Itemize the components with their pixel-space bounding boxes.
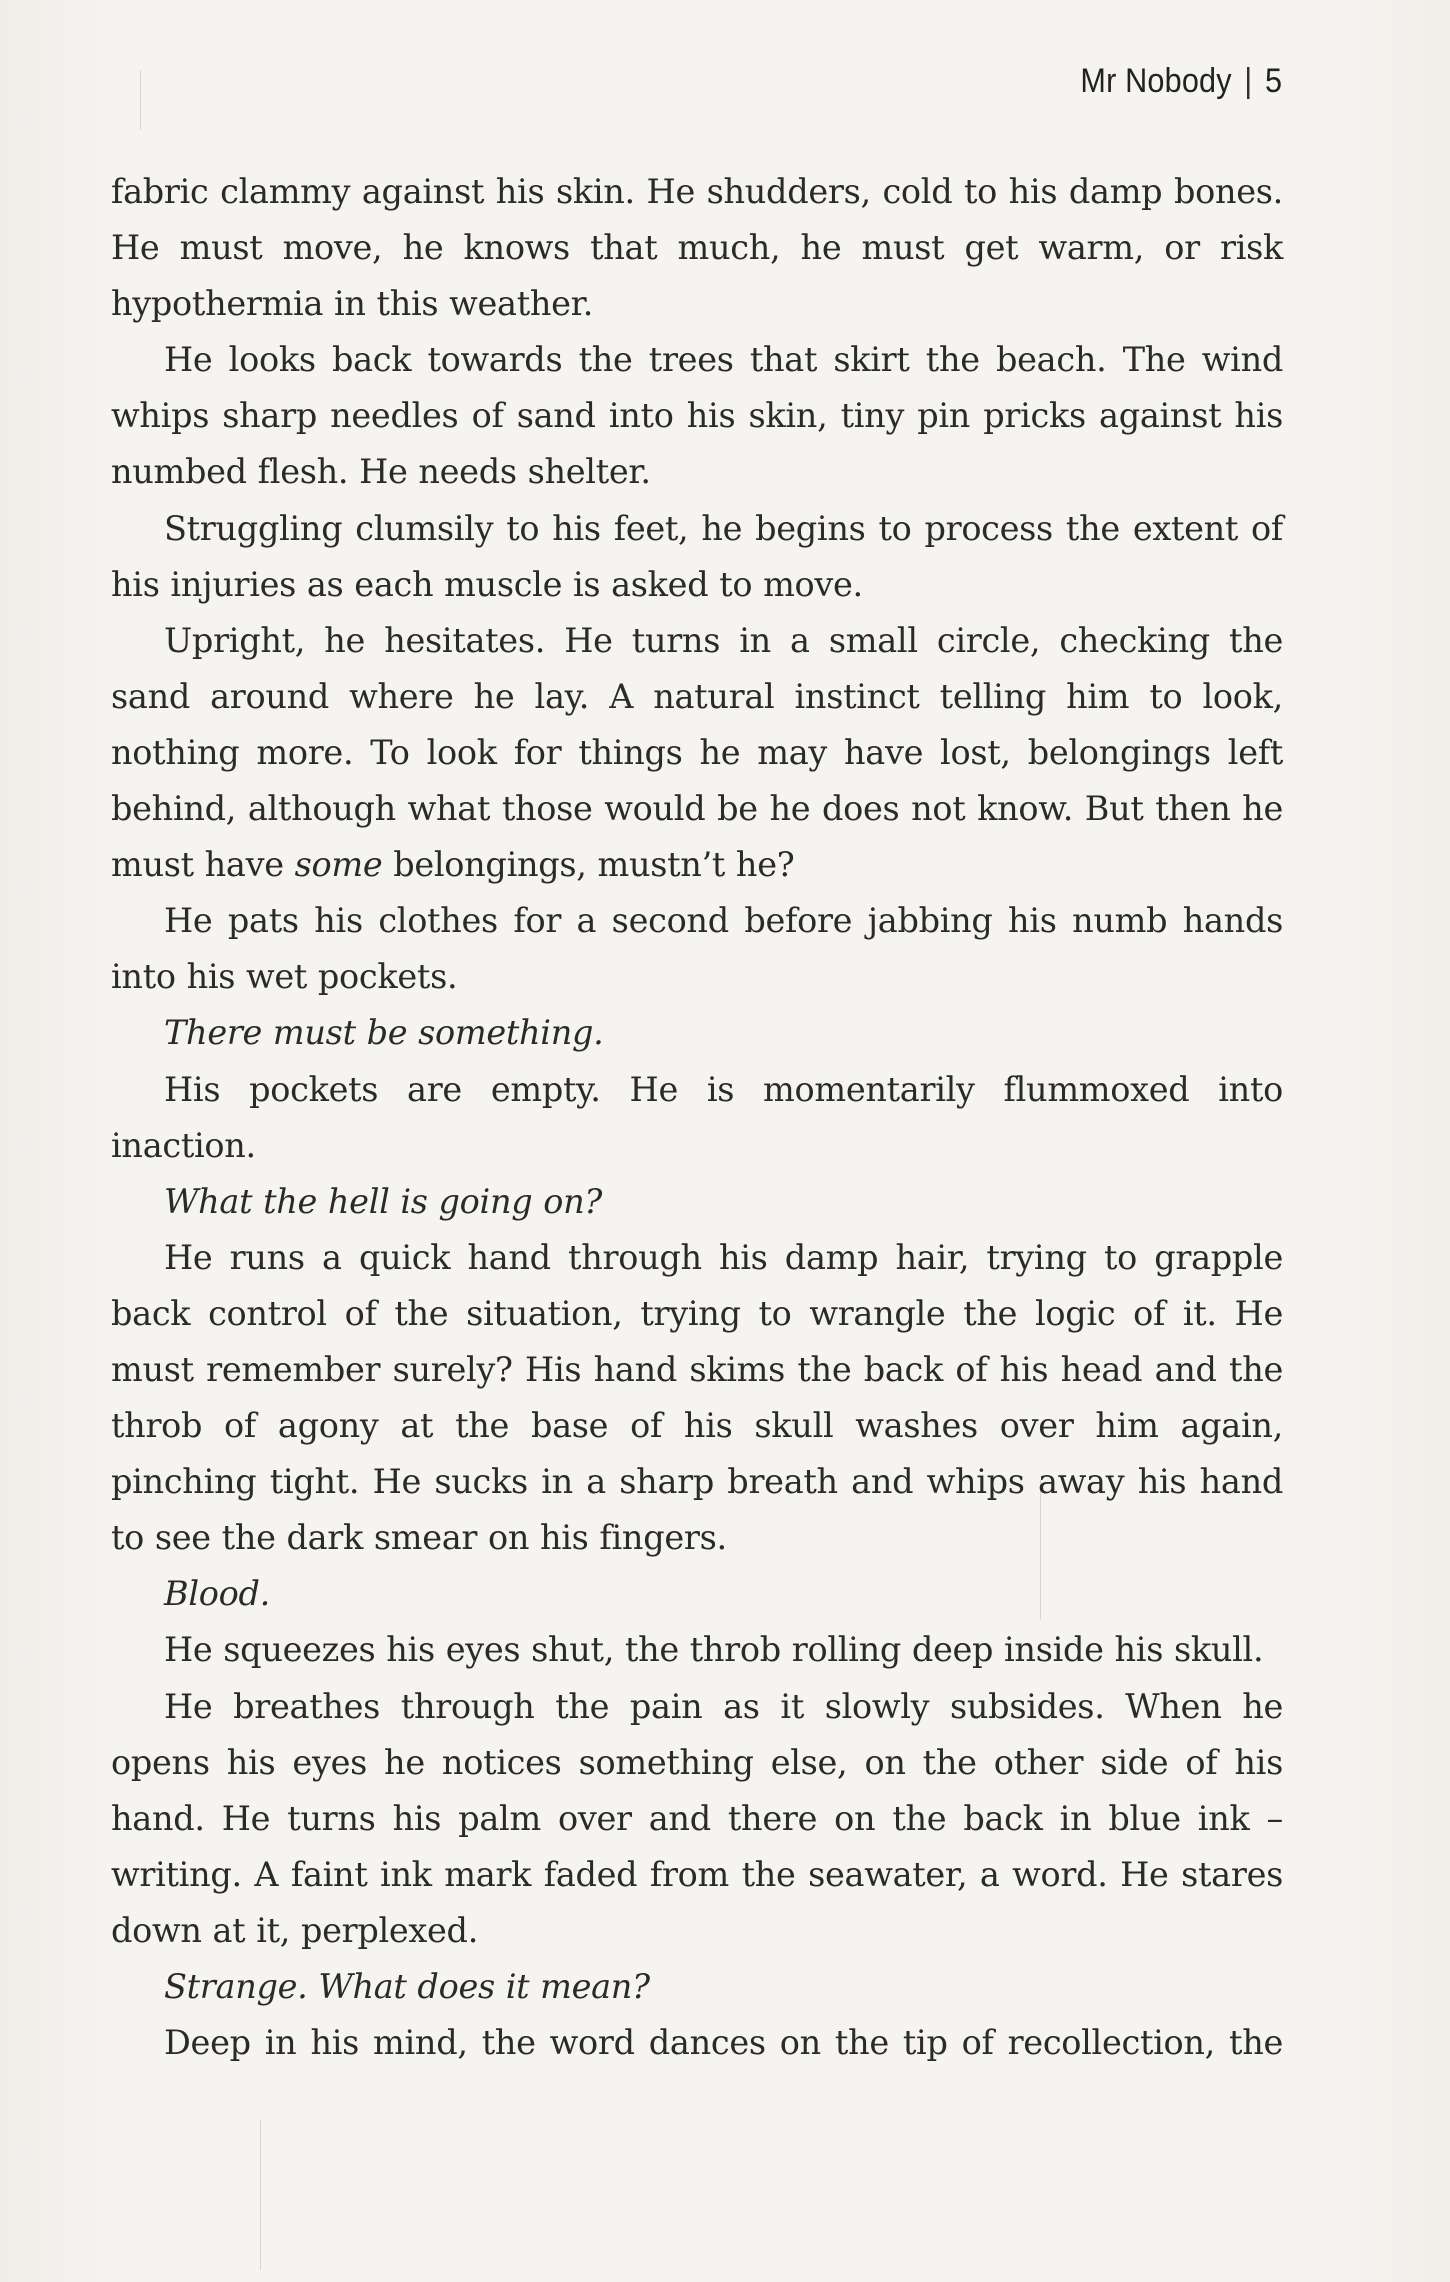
body-text — [111, 164, 1283, 2071]
paragraph: He looks back towards the trees that skirt the beach. The wind whips sharp needles of sand into his skin, tiny pin pricks against his numbed flesh. He needs shelter. — [111, 340, 1283, 492]
paragraph: Struggling clumsily to his feet, he begins to process the extent of his injuries as each muscle is asked to move. — [111, 508, 1283, 604]
italic-thought: Blood. — [164, 1574, 270, 1614]
page-number: 5 — [1264, 62, 1282, 100]
paragraph: His pockets are empty. He is momentarily flummoxed into inaction. — [111, 1069, 1283, 1165]
emphasis-text: some — [294, 845, 383, 885]
paragraph-text: belongings, mustn’t he? — [382, 845, 795, 885]
paragraph: He runs a quick hand through his damp hair, trying to grapple back control of the situation, trying to wrangle the logic of it. He must remember surely? His hand skims the back of his head and the throb of agony at the base of his skull washes over him again, pinching tight. He sucks in a sharp breath and whips away his hand to see the dark smear on his fingers. — [111, 1237, 1283, 1558]
paragraph: He squeezes his eyes shut, the throb rolling deep inside his skull. — [164, 1630, 1264, 1670]
page-crease-mark — [140, 70, 141, 130]
header-separator: | — [1244, 62, 1253, 100]
italic-thought: What the hell is going on? — [164, 1181, 603, 1221]
paragraph: He pats his clothes for a second before jabbing his numb hands into his wet pockets. — [111, 901, 1283, 997]
running-header — [1080, 62, 1282, 101]
book-title: Mr Nobody — [1080, 62, 1232, 100]
page-crease-mark — [260, 2120, 261, 2270]
paragraph: He breathes through the pain as it slowly subsides. When he opens his eyes he notices something else, on the other side of his hand. He turns his palm over and there on the back in blue ink – writing. A faint ink mark faded from the seawater, a word. He stares down at it, perplexed. — [111, 1686, 1283, 1950]
italic-thought: There must be something. — [164, 1013, 604, 1053]
paragraph: Deep in his mind, the word dances on the tip of recollection, the — [164, 2023, 1283, 2063]
italic-thought: Strange. What does it mean? — [164, 1967, 650, 2006]
paragraph: fabric clammy against his skin. He shudders, cold to his damp bones. He must move, he knows that much, he must get warm, or risk hypothermia in this weather. — [111, 172, 1283, 324]
paragraph-text: Upright, he hesitates. He turns in a small circle, checking the sand around where he lay. A natural instinct telling him to look, nothing more. To look for things he may have lost, belongings left behind, although what those would be he does not know. But then he must have — [111, 620, 1283, 885]
paragraph — [111, 613, 1283, 893]
